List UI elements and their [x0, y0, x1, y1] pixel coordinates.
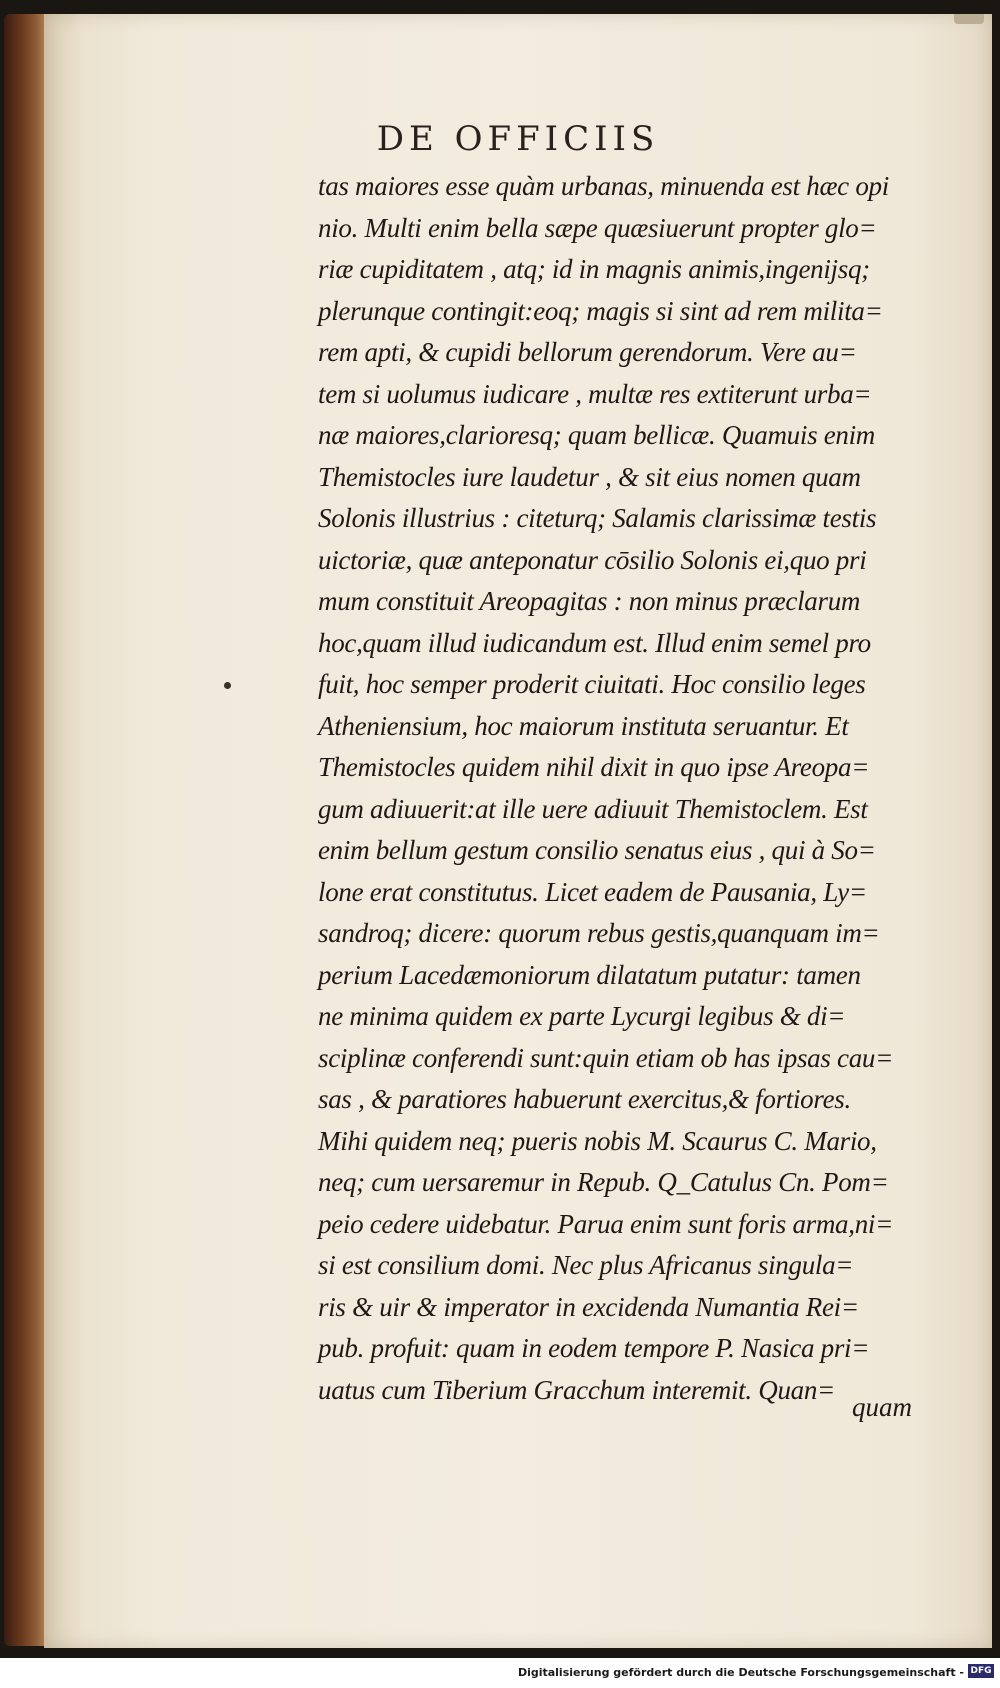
text-line: fuit, hoc semper proderit ciuitati. Hoc consilio leges: [318, 669, 866, 699]
text-line: pub. profuit: quam in eodem tempore P. Nasica pri=: [318, 1333, 870, 1363]
dfg-logo-icon: DFG: [968, 1664, 994, 1678]
text-line: riæ cupiditatem , atq; id in magnis animis,ingenijsq;: [318, 254, 870, 284]
footer: [0, 1658, 1000, 1688]
text-line: plerunque contingit:eoq; magis si sint ad rem milita=: [318, 295, 883, 326]
text-line: Solonis illustrius : citeturq; Salamis clarissimæ testis: [318, 503, 877, 533]
text-block: [318, 166, 1000, 1411]
text-line: Atheniensium, hoc maiorum instituta seruantur. Et: [318, 710, 849, 741]
text-line: tas maiores esse quàm urbanas, minuenda est hæc opi: [318, 171, 889, 201]
text-line: sciplinæ conferendi sunt:quin etiam ob has ipsas cau=: [318, 1042, 894, 1073]
text-line: si est consilium domi. Nec plus Africanus singula=: [318, 1250, 854, 1280]
text-line: Themistocles quidem nihil dixit in quo ipse Areopa=: [318, 752, 870, 782]
text-line: sandroq; dicere: quorum rebus gestis,quanquam im=: [318, 918, 880, 948]
text-line: perium Lacedæmoniorum dilatatum putatur: tamen: [318, 959, 861, 990]
text-line: tem si uolumus iudicare , multæ res extiterunt urba=: [318, 378, 872, 409]
ink-speck: [224, 682, 231, 689]
text-line: mum constituit Areopagitas : non minus præclarum: [318, 586, 861, 616]
text-line: Themistocles iure laudetur , & sit eius nomen quam: [318, 461, 861, 492]
text-line: enim bellum gestum consilio senatus eius , qui à So=: [318, 835, 876, 865]
text-line: lone erat constitutus. Licet eadem de Pausania, Ly=: [318, 876, 867, 907]
book-page: [44, 14, 992, 1648]
text-line: ne minima quidem ex parte Lycurgi legibus & di=: [318, 1001, 846, 1031]
text-line: uatus cum Tiberium Gracchum interemit. Quan=: [318, 1374, 835, 1405]
text-line: sas , & paratiores habuerunt exercitus,& fortiores.: [318, 1084, 851, 1114]
text-line: peio cedere uidebatur. Parua enim sunt foris arma,ni=: [318, 1208, 894, 1239]
text-line: hoc,quam illud iudicandum est. Illud enim semel pro: [318, 627, 871, 658]
text-line: rem apti, & cupidi bellorum gerendorum. Vere au=: [318, 337, 857, 367]
catchword: quam: [852, 1392, 912, 1422]
text-line: uictoriæ, quæ anteponatur cōsilio Solonis ei,quo pri: [318, 544, 867, 575]
text-line: Mihi quidem neq; pueris nobis M. Scaurus C. Mario,: [318, 1125, 877, 1156]
text-line: neq; cum uersaremur in Repub. Q_Catulus Cn. Pom=: [318, 1167, 889, 1197]
text-line: ris & uir & imperator in excidenda Numantia Rei=: [318, 1291, 859, 1322]
digitization-credit: Digitalisierung gefördert durch die Deutsche Forschungsgemeinschaft -: [517, 1666, 964, 1679]
text-line: nio. Multi enim bella sæpe quæsiuerunt propter glo=: [318, 212, 877, 243]
running-head: DE OFFICIIS: [376, 119, 660, 159]
text-line: næ maiores,clarioresq; quam bellicæ. Quamuis enim: [318, 420, 876, 450]
text-line: gum adiuuerit:at ille uere adiuuit Themistoclem. Est: [318, 793, 868, 824]
page-corner-mark: [954, 14, 984, 24]
